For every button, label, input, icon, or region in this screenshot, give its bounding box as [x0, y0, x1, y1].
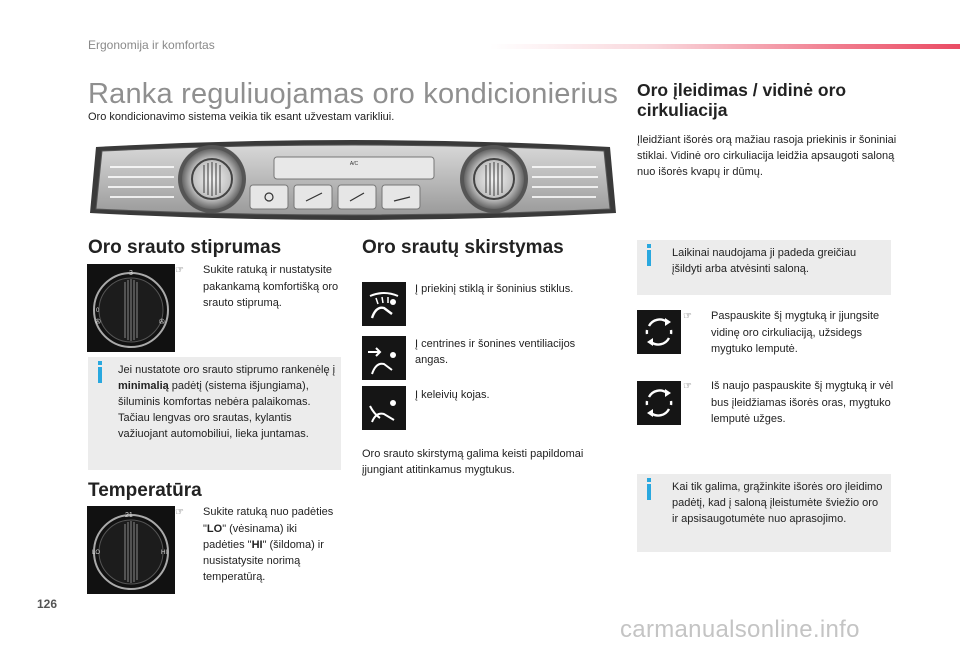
info-icon: [647, 484, 651, 500]
footwell-icon: [362, 386, 406, 430]
svg-text:✇: ✇: [95, 318, 101, 326]
pointer-icon: ☞: [175, 507, 184, 518]
recirculation-info-text: Laikinai naudojama ji padeda greičiau įšildyti arba atvėsinti saloną.: [672, 247, 857, 275]
air-flow-bullet-text: Sukite ratuką ir nustatysite pakankamą komfortišką oro srauto stiprumą.: [203, 264, 339, 309]
temp-hi-label: HI: [251, 539, 263, 551]
knob-mark-lo: LO: [92, 550, 101, 556]
air-flow-knob-image: [87, 264, 175, 352]
temperature-heading: Temperatūra: [88, 480, 202, 501]
air-flow-heading: Oro srauto stiprumas: [88, 237, 282, 258]
fresh-air-info-box: [637, 474, 891, 552]
recirculation-heading: Oro įleidimas / vidinė oro cirkuliacija: [637, 80, 847, 120]
info-text-part: padėtį (sistema išjungiama), šiluminis komfortas nebėra palaikomas. Tačiau lengvas oro srautas, kylantis važiuojant automobiliui, lieka juntamas.: [118, 380, 311, 440]
svg-text:✇: ✇: [159, 318, 165, 326]
control-panel-figure: [84, 135, 622, 225]
recirculation-step-on: [683, 308, 897, 357]
temp-text-part: " (šildoma) ir nusistatysite norimą temperatūrą.: [203, 539, 324, 583]
knob-mark-3: 3: [129, 270, 133, 277]
air-flow-instruction: [175, 262, 344, 311]
temperature-knob-image: [87, 506, 175, 594]
ac-label: A/C: [349, 161, 359, 167]
header-accent-bar: [490, 44, 960, 49]
recirculation-step-off: [683, 378, 897, 427]
pointer-icon: ☞: [683, 311, 692, 322]
recirculation-step-on-text: Paspauskite šį mygtuką ir įjungsite vidinę oro cirkuliaciją, užsidegs mygtuko lemputė.: [711, 310, 880, 355]
distribution-vents-label: Į centrines ir šonines ventiliacijos angas.: [415, 338, 576, 366]
info-icon: [647, 250, 651, 266]
info-icon: [98, 367, 102, 383]
recirculation-info-box: [637, 240, 891, 295]
distribution-note: Oro srauto skirstymą galima keisti papildomai įjungiant atitinkamus mygtukus.: [362, 448, 584, 476]
distribution-heading: Oro srautų skirstymas: [362, 237, 564, 258]
pointer-icon: ☞: [175, 265, 184, 276]
recirculation-icon: [637, 310, 681, 354]
info-text-bold: minimalią: [118, 380, 169, 392]
distribution-feet-label: Į keleivių kojas.: [415, 389, 490, 401]
knob-mark-0: 0: [96, 308, 100, 314]
info-text-part: Jei nustatote oro srauto stiprumo rankenėlę į: [118, 364, 336, 376]
fresh-air-info-text: Kai tik galima, grąžinkite išorės oro įleidimo padėtį, kad į saloną įleistumėte šviežio oro ir apsisaugotumėte nuo aprasojimo.: [672, 481, 883, 525]
temp-text-part: " (vėsinama) iki padėties ": [203, 523, 297, 551]
temperature-instruction: [175, 504, 339, 585]
section-header: Ergonomija ir komfortas: [88, 38, 215, 52]
recirculation-icon: [637, 381, 681, 425]
page-number: 126: [37, 597, 58, 611]
temp-lo-label: LO: [206, 523, 223, 535]
knob-mark-21: 21: [125, 512, 133, 519]
intro-text: Oro kondicionavimo sistema veikia tik esant užvestam varikliui.: [88, 111, 395, 123]
temp-text-part: Sukite ratuką nuo padėties ": [203, 506, 334, 535]
page-title: Ranka reguliuojamas oro kondicionierius: [88, 78, 619, 110]
pointer-icon: ☞: [683, 381, 692, 392]
face-vents-icon: [362, 336, 406, 380]
watermark: carmanualsonline.info: [620, 616, 860, 643]
knob-mark-hi: HI: [161, 550, 167, 556]
recirculation-step-off-text: Iš naujo paspauskite šį mygtuką ir vėl bus įleidžiamas išorės oras, mygtuko lemputė užges.: [711, 380, 894, 425]
windscreen-demist-icon: [362, 282, 406, 326]
air-flow-info-box: [88, 357, 341, 470]
distribution-windscreen-label: Į priekinį stiklą ir šoninius stiklus.: [415, 283, 574, 295]
recirculation-intro: Įleidžiant išorės orą mažiau rasoja priekinis ir šoniniai stiklai. Vidinė oro cirkuliacija leidžia apsaugoti saloną nuo išorės kvapų ir dūmų.: [637, 134, 897, 178]
air-flow-info-text: [118, 362, 338, 442]
